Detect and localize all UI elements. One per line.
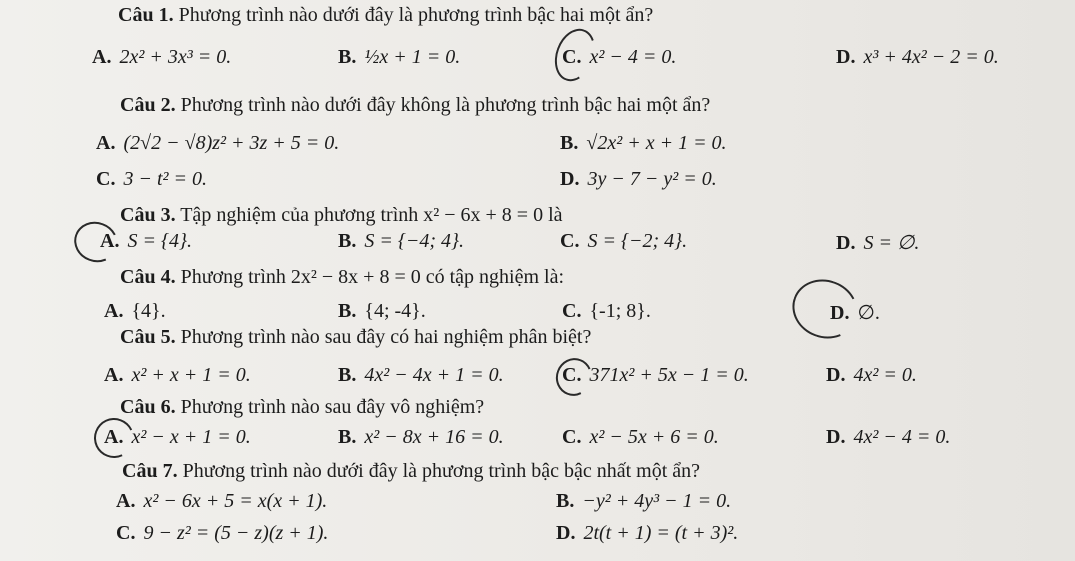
q6-option-c: C. x² − 5x + 6 = 0. bbox=[562, 426, 719, 448]
q3-option-b: B. S = {−4; 4}. bbox=[338, 230, 464, 252]
q2-option-c: C. 3 − t² = 0. bbox=[96, 168, 207, 190]
q2-option-d: D. 3y − 7 − y² = 0. bbox=[560, 168, 717, 190]
q2-option-b: B. √2x² + x + 1 = 0. bbox=[560, 132, 727, 154]
question-4: Câu 4. Phương trình 2x² − 8x + 8 = 0 có tập nghiệm là: bbox=[120, 266, 565, 288]
handwritten-answer-circle bbox=[88, 412, 139, 463]
q6-option-a: A. x² − x + 1 = 0. bbox=[104, 426, 251, 448]
q5-option-c: C. 371x² + 5x − 1 = 0. bbox=[562, 364, 749, 386]
question-5: Câu 5. Phương trình nào sau đây có hai nghiệm phân biệt? bbox=[120, 326, 592, 348]
handwritten-answer-circle bbox=[68, 216, 123, 269]
q5-option-d: D. 4x² = 0. bbox=[826, 364, 917, 386]
question-1-text: Phương trình nào dưới đây là phương trình bậc hai một ẩn? bbox=[178, 4, 654, 26]
q3-option-c: C. S = {−2; 4}. bbox=[560, 230, 688, 252]
question-1-title: Câu 1. bbox=[118, 4, 174, 26]
q5-option-a: A. x² + x + 1 = 0. bbox=[104, 364, 251, 386]
handwritten-answer-circle bbox=[548, 23, 602, 87]
q1-option-b: B. ½x + 1 = 0. bbox=[338, 46, 461, 68]
q1-option-c: C. x² − 4 = 0. bbox=[562, 46, 677, 68]
q7-option-c: C. 9 − z² = (5 − z)(z + 1). bbox=[116, 522, 329, 544]
q7-option-a: A. x² − 6x + 5 = x(x + 1). bbox=[116, 490, 328, 512]
question-2: Câu 2. Phương trình nào dưới đây không là phương trình bậc hai một ẩn? bbox=[120, 94, 711, 116]
question-1 bbox=[118, 4, 653, 27]
question-7: Câu 7. Phương trình nào dưới đây là phương trình bậc bậc nhất một ẩn? bbox=[122, 460, 701, 482]
q4-option-a: A. {4}. bbox=[104, 300, 166, 322]
q7-option-d: D. 2t(t + 1) = (t + 3)². bbox=[556, 522, 739, 544]
q4-option-d: D. ∅. bbox=[830, 302, 880, 324]
q1-option-d: D. x³ + 4x² − 2 = 0. bbox=[836, 46, 999, 68]
q5-option-b: B. 4x² − 4x + 1 = 0. bbox=[338, 364, 504, 386]
question-6: Câu 6. Phương trình nào sau đây vô nghiệm? bbox=[120, 396, 485, 418]
q6-option-d: D. 4x² − 4 = 0. bbox=[826, 426, 951, 448]
q3-option-a: A. S = {4}. bbox=[100, 230, 192, 252]
q6-option-b: B. x² − 8x + 16 = 0. bbox=[338, 426, 504, 448]
q7-option-b: B. −y² + 4y³ − 1 = 0. bbox=[556, 490, 732, 512]
q3-option-d: D. S = ∅. bbox=[836, 232, 920, 254]
question-3: Câu 3. Tập nghiệm của phương trình x² − 6x + 8 = 0 là bbox=[120, 204, 563, 226]
handwritten-answer-circle bbox=[784, 270, 866, 347]
q2-option-a: A. (2√2 − √8)z² + 3z + 5 = 0. bbox=[96, 132, 340, 154]
handwritten-answer-circle bbox=[551, 353, 598, 401]
q4-option-c: C. {-1; 8}. bbox=[562, 300, 651, 322]
q4-option-b: B. {4; -4}. bbox=[338, 300, 426, 322]
q1-option-a: A. 2x² + 3x³ = 0. bbox=[92, 46, 232, 68]
